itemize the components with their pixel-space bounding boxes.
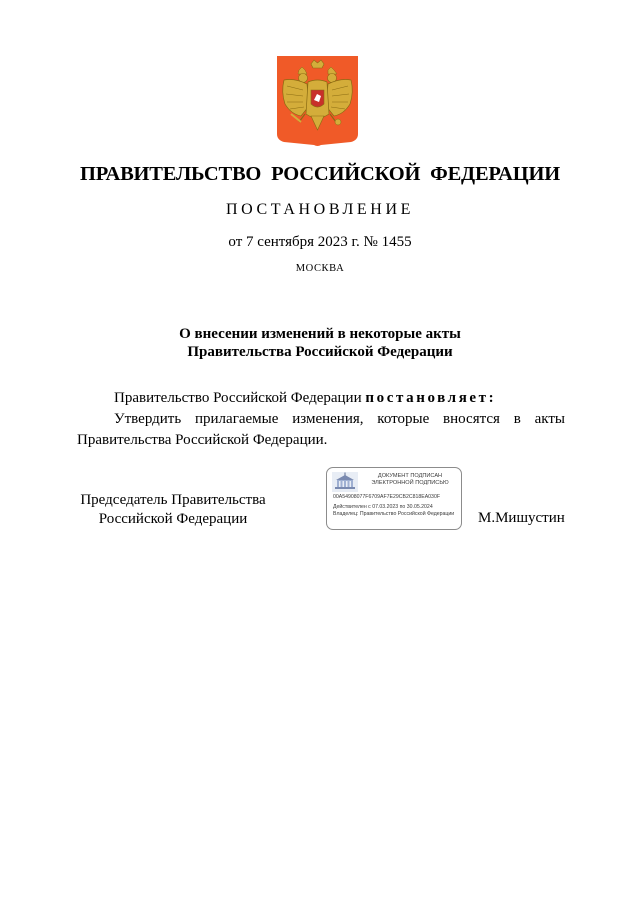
decree-intro: Правительство Российской Федерации: [114, 390, 366, 406]
signatory-position: [77, 491, 269, 529]
document-type: ПОСТАНОВЛЕНИЕ: [226, 201, 414, 218]
coat-of-arms-icon: [277, 56, 358, 147]
decree-paragraph: [77, 388, 565, 409]
document-body: [77, 388, 565, 451]
certificate-owner: Владелец: Правительство Российской Федерации: [333, 511, 455, 517]
subject-line-2: Правительства Российской Федерации: [187, 344, 453, 360]
government-building-icon: [332, 472, 358, 492]
document-subject: [0, 325, 640, 361]
stamp-heading-line-1: ДОКУМЕНТ ПОДПИСАН: [377, 473, 443, 479]
stamp-heading-line-2: ЭЛЕКТРОННОЙ ПОДПИСЬЮ: [371, 480, 449, 486]
subject-line-1: О внесении изменений в некоторые акты: [179, 326, 461, 342]
approval-paragraph: Утвердить прилагаемые изменения, которые вносятся в акты Правительства Российской Федерации.: [77, 411, 565, 448]
signatory-position-line-2: Российской Федерации: [98, 511, 248, 527]
document-date-number: от 7 сентября 2023 г. № 1455: [228, 234, 412, 250]
stamp-heading: [360, 473, 460, 487]
signatory-position-line-1: Председатель Правительства: [80, 492, 266, 508]
certificate-serial: 00A54908077F6709AF7E29CB2C818EA030F: [333, 494, 440, 500]
government-title: ПРАВИТЕЛЬСТВО РОССИЙСКОЙ ФЕДЕРАЦИИ: [80, 163, 560, 185]
certificate-validity: Действителен с 07.03.2023 по 30.05.2024: [333, 504, 433, 510]
document-city: МОСКВА: [295, 263, 345, 274]
electronic-signature-stamp: [326, 467, 462, 530]
decree-word: постановляет:: [365, 390, 497, 406]
signatory-name: М.Мишустин: [478, 510, 565, 526]
